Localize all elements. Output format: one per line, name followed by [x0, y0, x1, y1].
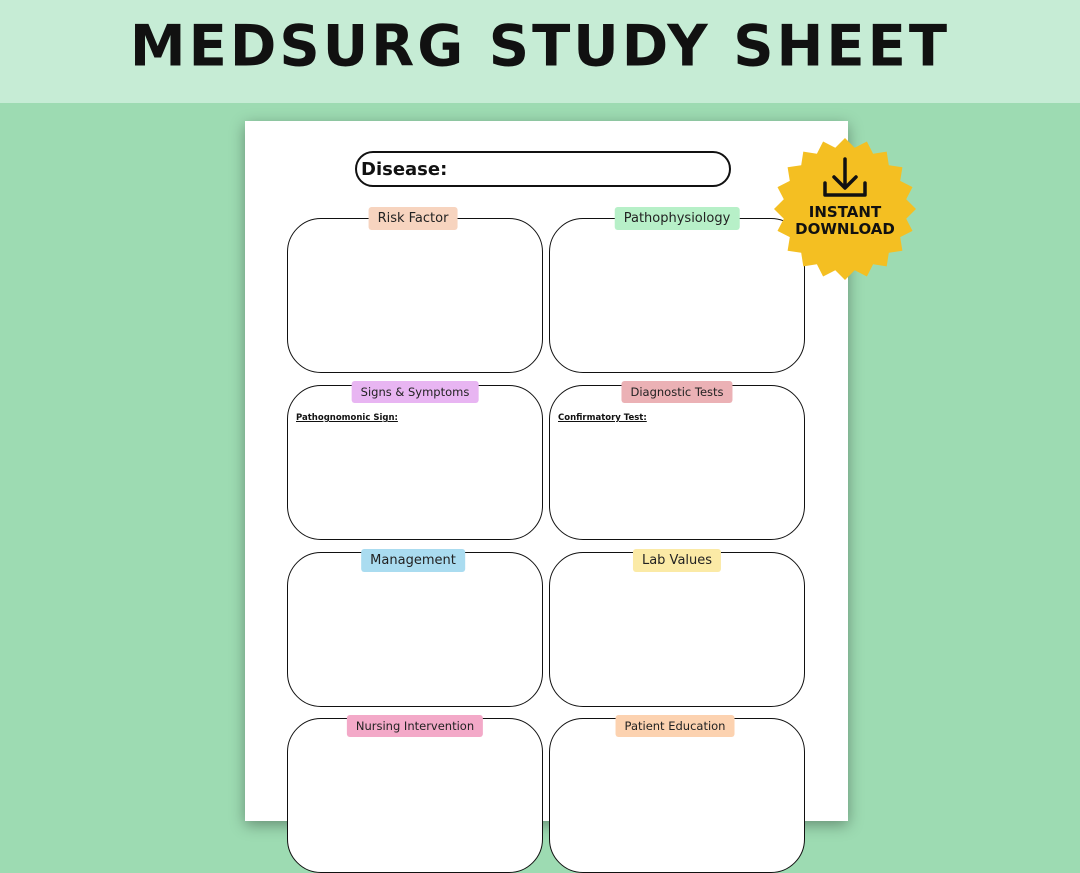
signs-symptoms-tag: Signs & Symptoms — [352, 381, 479, 403]
lab-values-tag: Lab Values — [633, 549, 721, 572]
patient-education-tag: Patient Education — [616, 715, 735, 737]
badge-line-2: DOWNLOAD — [795, 220, 895, 238]
lab-values-box[interactable] — [549, 552, 805, 707]
patient-education-box[interactable] — [549, 718, 805, 873]
management-tag: Management — [361, 549, 465, 572]
nursing-intervention-box[interactable] — [287, 718, 543, 873]
disease-label: Disease: — [361, 159, 448, 180]
pathophysiology-tag: Pathophysiology — [615, 207, 740, 230]
badge-line-1: INSTANT — [808, 203, 882, 221]
disease-field[interactable] — [355, 151, 731, 187]
risk-factor-tag: Risk Factor — [369, 207, 458, 230]
page-title: MEDSURG STUDY SHEET — [129, 13, 951, 80]
signs-symptoms-box[interactable] — [287, 385, 543, 540]
pathognomonic-sign-label: Pathognomonic Sign: — [296, 413, 398, 423]
badge-text — [773, 204, 917, 238]
confirmatory-test-label: Confirmatory Test: — [558, 413, 647, 423]
management-box[interactable] — [287, 552, 543, 707]
diagnostic-tests-box[interactable] — [549, 385, 805, 540]
instant-download-badge[interactable] — [773, 137, 917, 281]
title-banner — [0, 0, 1080, 103]
study-sheet — [245, 121, 848, 821]
nursing-intervention-tag: Nursing Intervention — [347, 715, 483, 737]
pathophysiology-box[interactable] — [549, 218, 805, 373]
risk-factor-box[interactable] — [287, 218, 543, 373]
diagnostic-tests-tag: Diagnostic Tests — [621, 381, 732, 403]
